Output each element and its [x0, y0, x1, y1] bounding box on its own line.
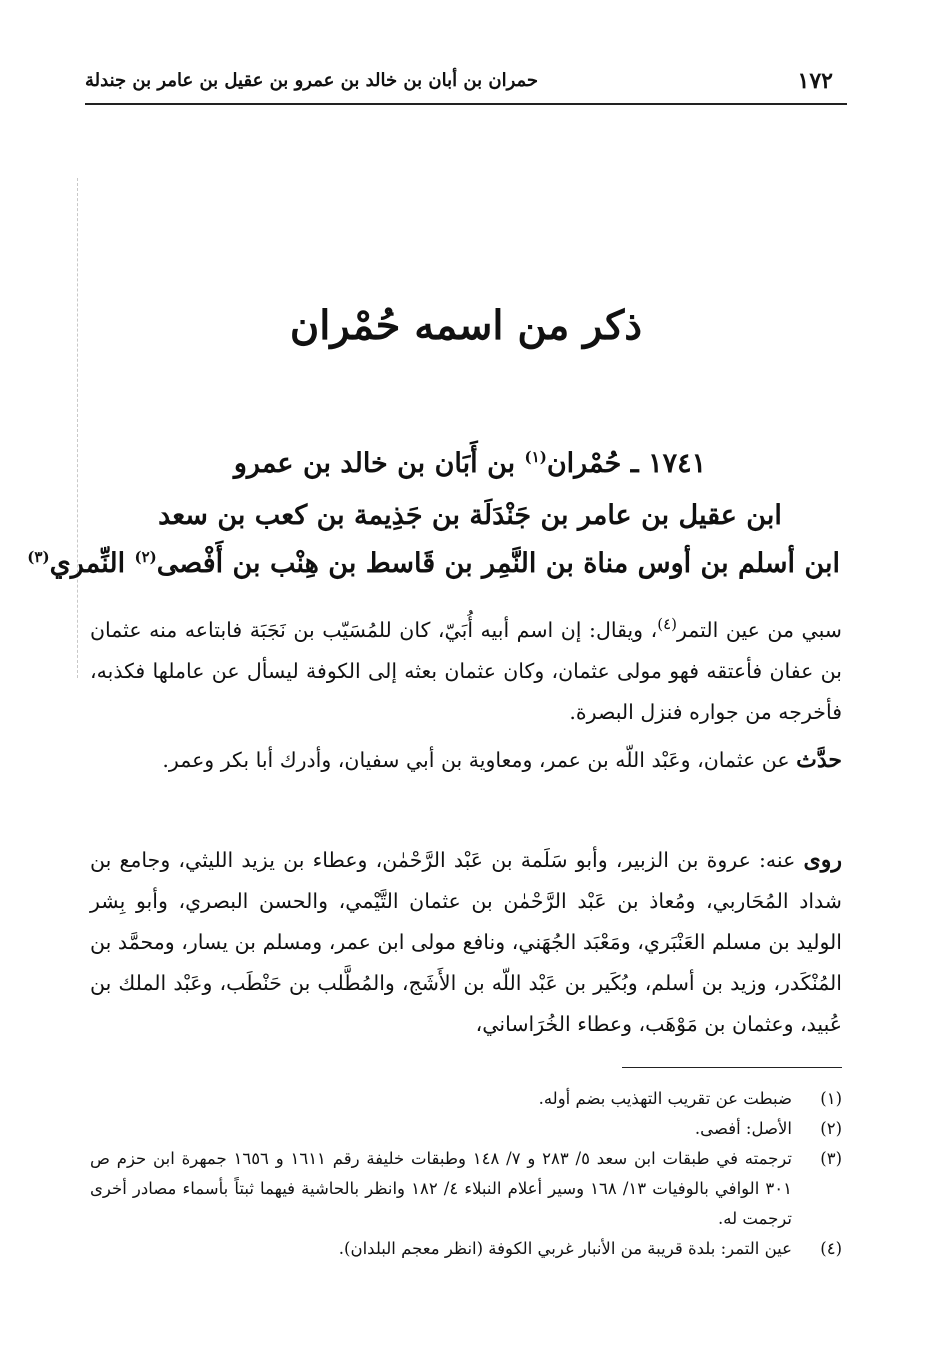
header-rule [85, 103, 847, 105]
margin-guide-line [77, 178, 78, 678]
para1-text-b: ، ويقال: إن اسم أبيه أُبَيّ، كان للمُسَيّب بن نَجَبَة فابتاعه منه عثمان بن عفان فأعتقه فهو مولى عثمان، وكان عثمان بعثه إلى الكوفة ليسأل عن عاملها فكذبه، فأخرجه من جواره فنزل البصرة. [90, 617, 842, 724]
footnote [90, 1114, 842, 1144]
entry-lineage-3: ابن أسلم بن أوس مناة بن النَّمِر بن قَاسط بن هِنْب بن أَفْصى [156, 548, 840, 579]
biography-paragraph [90, 604, 842, 733]
entry-heading-line-3 [27, 548, 840, 579]
para1-text-a: سبي من عين التمر [677, 617, 842, 642]
footnote-ref-1[interactable]: (١) [524, 448, 547, 466]
narrators-lead: روى [803, 847, 842, 873]
footnote-text: الأصل: أفصى. [694, 1119, 792, 1138]
entry-heading-line-2: ابن عقيل بن عامر بن جَنْدَلَة بن جَذِيمة بن كعب بن سعد [158, 500, 782, 531]
narrated-from-text: عن عثمان، وعَبْد اللّه بن عمر، ومعاوية بن أبي سفيان، وأدرك أبا بكر وعمر. [162, 748, 797, 772]
page-header [85, 62, 845, 102]
footnote-number: (٣) [820, 1149, 842, 1168]
footnote-number: (٤) [820, 1239, 842, 1258]
footnote [90, 1234, 842, 1264]
footnote-text: ترجمته في طبقات ابن سعد ٥/ ٢٨٣ و ٧/ ١٤٨ وطبقات خليفة رقم ١٦١١ و ١٦٥٦ جمهرة ابن حزم ص ٣٠١ الوافي بالوفيات ١٣/ ١٦٨ وسير أعلام النبلاء ٤/ ١٨٢ وانظر بالحاشية فيهما ثبتاً بأسماء مصادر أخرى ترجمت له. [90, 1149, 793, 1228]
footnotes-rule [622, 1067, 842, 1068]
footnote [90, 1144, 842, 1234]
footnotes [90, 1084, 842, 1264]
entry-heading-line-1 [100, 448, 840, 479]
page-number: ١٧٢ [797, 68, 833, 94]
entry-lineage-1: بن أَبَان بن خالد بن عمرو [233, 448, 525, 479]
section-title: ذكر من اسمه حُمْران [289, 302, 643, 349]
running-title: حمران بن أبان بن خالد بن عمرو بن عقيل بن عامر بن جندلة [85, 70, 539, 91]
narrators-text: عنه: عروة بن الزبير، وأبو سَلَمة بن عَبْد الرَّحْمٰن، وعطاء بن يزيد الليثي، وجامع بن شداد المُحَاربي، ومُعاذ بن عَبْد الرَّحْمٰن بن عثمان التَّيْمي، والحسن البصري، وأبو بِشر الوليد بن مسلم العَنْبَري، ومَعْبَد الجُهَني، ونافع مولى ابن عمر، ومسلم بن يسار، ومحمَّد بن المُنْكَدر، وزيد بن أسلم، وبُكَير بن عَبْد اللّه بن الأَشَج، والمُطَّلب بن حَنْطَب، وعَبْد الملك بن عُبيد، وعثمان بن مَوْهَب، وعطاء الخُرَاساني، [90, 848, 842, 1036]
entry-nisba: النِّمري [49, 548, 135, 579]
narrated-from-lead: حدَّث [796, 747, 842, 773]
footnote-number: (١) [820, 1089, 842, 1108]
footnote [90, 1084, 842, 1114]
footnote-text: ضبطت عن تقريب التهذيب بضم أوله. [538, 1089, 792, 1108]
footnote-text: عين التمر: بلدة قريبة من الأنبار غربي الكوفة (انظر معجم البلدان). [338, 1239, 792, 1258]
footnote-ref-2[interactable]: (٢) [134, 548, 157, 566]
footnote-number: (٢) [820, 1119, 842, 1138]
entry-number-name: ١٧٤١ ـ حُمْران [546, 448, 707, 479]
footnote-ref-3[interactable]: (٣) [27, 548, 50, 566]
narrated-from-paragraph [90, 740, 842, 781]
narrators-paragraph [90, 840, 842, 1045]
footnote-ref-4[interactable]: (٤) [657, 615, 677, 633]
